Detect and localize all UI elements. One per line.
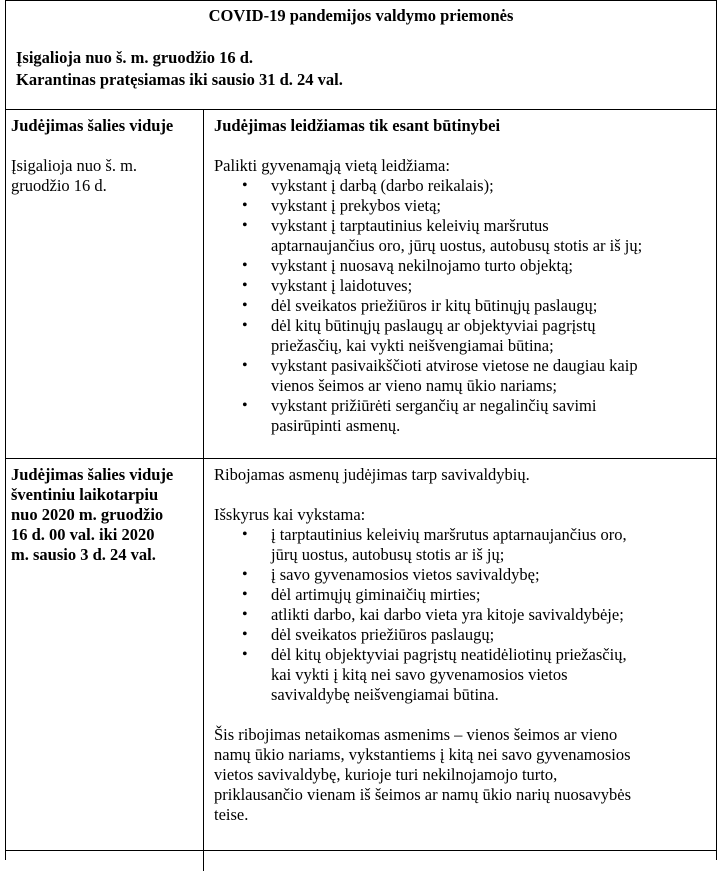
row2-note-line: teise. <box>214 805 249 824</box>
bullet-icon: • <box>242 626 248 643</box>
row2-heading-line: šventiniu laikotarpiu <box>11 485 159 504</box>
table-row <box>6 110 716 459</box>
list-item: • dėl sveikatos priežiūros ir kitų būtinųjų paslaugų; <box>242 296 598 315</box>
table-row <box>6 459 716 851</box>
row1-bullet-list <box>214 176 716 436</box>
row2-bullet-list <box>214 525 716 705</box>
quarantine-extension: Karantinas pratęsiamas iki sausio 31 d. 24 val. <box>16 70 343 89</box>
row1-right-cell <box>204 110 716 458</box>
row2-except-intro: Išskyrus kai vykstama: <box>214 505 366 524</box>
bullet-icon: • <box>242 177 248 194</box>
list-item: • dėl artimųjų giminaičių mirties; <box>242 585 481 604</box>
list-item: • vykstant į nuosavą nekilnojamo turto objektą; <box>242 256 573 275</box>
bullet-icon: • <box>242 317 248 334</box>
list-item: • vykstant prižiūrėti sergančių ar negalinčių savimi pasirūpinti asmenų. <box>242 396 597 435</box>
list-item: • dėl sveikatos priežiūros paslaugų; <box>242 625 495 644</box>
row1-heading: Judėjimas šalies viduje <box>11 116 174 135</box>
list-item: • atlikti darbo, kai darbo vieta yra kitoje savivaldybėje; <box>242 605 624 624</box>
row2-right-cell <box>204 459 716 850</box>
bullet-icon: • <box>242 357 248 374</box>
list-item: • vykstant į prekybos vietą; <box>242 196 442 215</box>
row2-heading-line: 16 d. 00 val. iki 2020 <box>11 525 155 544</box>
row1-note-line: Įsigalioja nuo š. m. <box>11 156 138 175</box>
bullet-icon: • <box>242 257 248 274</box>
bullet-icon: • <box>242 277 248 294</box>
row2-heading-line: m. sausio 3 d. 24 val. <box>11 545 156 564</box>
measures-table <box>5 0 717 860</box>
table-header-cell <box>6 1 716 110</box>
row2-heading-line: nuo 2020 m. gruodžio <box>11 505 164 524</box>
row2-heading-line: Judėjimas šalies viduje <box>11 465 174 484</box>
bullet-icon: • <box>242 586 248 603</box>
row1-intro: Palikti gyvenamąją vietą leidžiama: <box>214 156 450 175</box>
bullet-icon: • <box>242 197 248 214</box>
row1-right-heading: Judėjimas leidžiamas tik esant būtinybei <box>214 116 501 135</box>
list-item: • vykstant į darbą (darbo reikalais); <box>242 176 494 195</box>
bullet-icon: • <box>242 397 248 414</box>
row2-note-line: priklausančio vienam iš šeimos ar namų ūkio narių nuosavybės <box>214 785 631 804</box>
list-item: • vykstant pasivaikščioti atvirose vietose ne daugiau kaip vienos šeimos ar vieno namų ūkio nariams; <box>242 356 638 395</box>
row2-note-line: namų ūkio nariams, vykstantiems į kitą nei savo gyvenamosios <box>214 745 631 764</box>
bullet-icon: • <box>242 606 248 623</box>
bullet-icon: • <box>242 646 248 663</box>
bullet-icon: • <box>242 526 248 543</box>
bullet-icon: • <box>242 566 248 583</box>
list-item: • vykstant į tarptautinius keleivių maršrutus aptarnaujančius oro, jūrų uostus, autobusų stotis ar iš jų; <box>242 216 643 255</box>
row2-note-line: vietos savivaldybę, kurioje turi nekilnojamojo turto, <box>214 765 558 784</box>
row2-note-line: Šis ribojimas netaikomas asmenims – vienos šeimos ar vieno <box>214 725 618 744</box>
row1-left-cell <box>6 110 204 458</box>
row3-left-cell <box>6 851 204 871</box>
table-row-cutoff <box>6 851 716 871</box>
bullet-icon: • <box>242 217 248 234</box>
bullet-icon: • <box>242 297 248 314</box>
list-item: • į tarptautinius keleivių maršrutus aptarnaujančius oro, jūrų uostus, autobusų stotis ar iš jų; <box>242 525 627 564</box>
list-item: • į savo gyvenamosios vietos savivaldybę; <box>242 565 540 584</box>
row2-restriction: Ribojamas asmenų judėjimas tarp savivaldybių. <box>214 465 530 484</box>
list-item: • dėl kitų objektyviai pagrįstų neatidėliotinų priežasčių, kai vykti į kitą nei savo gyvenamosios vietos savivaldybę neišvengiamai būtina. <box>242 645 627 704</box>
list-item: • vykstant į laidotuves; <box>242 276 413 295</box>
list-item: • dėl kitų būtinųjų paslaugų ar objektyviai pagrįstų priežasčių, kai vykti neišvengiamai būtina; <box>242 316 596 355</box>
row1-note-line: gruodžio 16 d. <box>11 176 107 195</box>
effective-date: Įsigalioja nuo š. m. gruodžio 16 d. <box>16 48 253 67</box>
row2-left-cell <box>6 459 204 850</box>
document-title: COVID-19 pandemijos valdymo priemonės <box>208 6 514 25</box>
